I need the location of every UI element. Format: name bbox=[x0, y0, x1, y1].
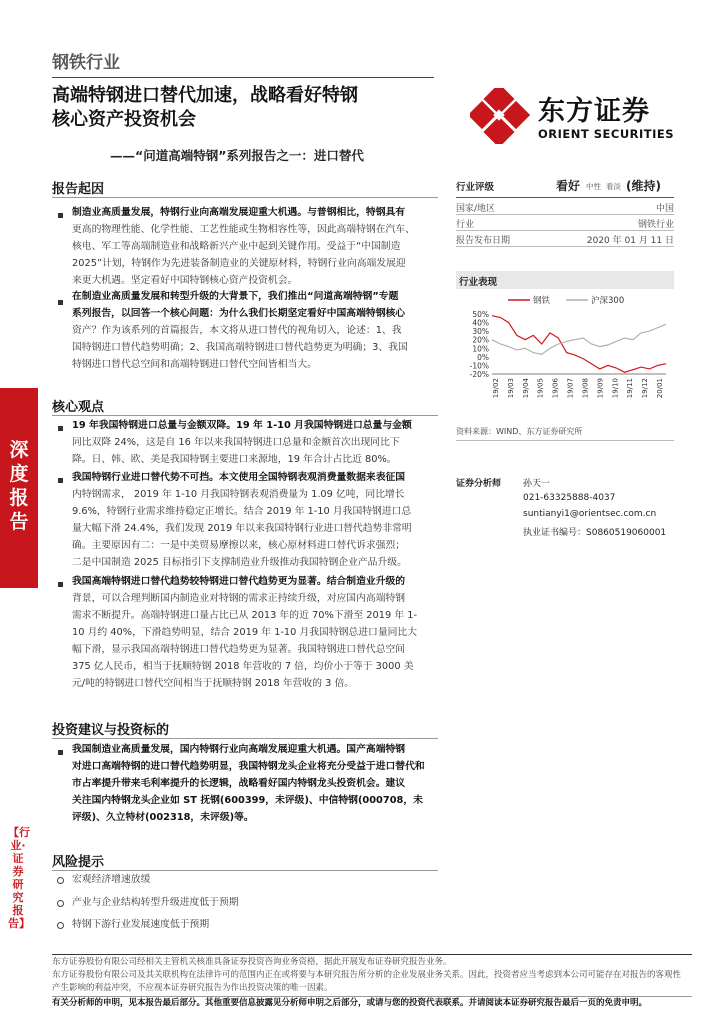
x-tick-label: 19/06 bbox=[551, 378, 560, 399]
rating-opt2: 中性 bbox=[586, 182, 601, 191]
risk-item: 宏观经济增速放缓 bbox=[72, 874, 151, 885]
x-tick-label: 19/12 bbox=[641, 378, 650, 399]
rating-label: 行业评级 bbox=[456, 182, 495, 193]
bullet-icon bbox=[58, 300, 63, 305]
title-line: 高端特钢进口替代加速，战略看好特钢 bbox=[52, 85, 358, 106]
performance-chart bbox=[456, 292, 674, 410]
legend-label: 钢铁 bbox=[533, 296, 551, 306]
x-tick-label: 19/11 bbox=[626, 378, 635, 399]
x-tick-label: 19/10 bbox=[611, 378, 620, 399]
info-divider bbox=[456, 230, 674, 231]
side-badge bbox=[0, 388, 38, 588]
x-tick-label: 19/09 bbox=[596, 378, 605, 399]
report-title bbox=[52, 84, 432, 132]
section-heading-core: 核心观点 bbox=[52, 400, 105, 415]
bullet-icon bbox=[58, 750, 63, 755]
origin-item-2: 在制造业高质量发展和转型升级的大背景下，我们推出“问道高端特钢”专题 系列报告，以回答一个核心问题：为什么我们长期坚定看好中国高端特钢核心 资产？作为该系列的首篇报告，本文将从进口替代的视角切入，论述：1、我 国特钢进口替代趋势明确；2、我国高端特钢进口替代趋势更为明确；3、我国 特钢进口替代总空间和高端特钢进口替代空间皆相当大。 bbox=[72, 291, 408, 370]
y-tick-label: 0% bbox=[477, 352, 489, 362]
analyst-phone: 021-63325888-4037 bbox=[523, 493, 616, 503]
rating-hold: (维持) bbox=[626, 179, 661, 193]
chart-divider bbox=[456, 440, 674, 441]
rating-opt3: 看淡 bbox=[606, 182, 621, 191]
info-divider bbox=[456, 246, 674, 247]
x-tick-label: 19/08 bbox=[581, 378, 590, 399]
core-item-3: 我国高端特钢进口替代趋势较特钢进口替代趋势更为显著。结合制造业升级的 背景，可以合理判断国内制造业对特钢的需求正持续升级，对应国内高端特钢 需求不断提升。高端特钢进口量占比已从 2013 年的近 70%下滑至 2019 年 1- 10 月约 40%，下滑趋势明显，结合 2019 年 1-10 月我国特钢总进口量同比大 幅下滑，显示我国高端特钢进口替代趋势更为显著。我国特钢进口替代总空间 375 亿人民币，相当于抚顺特钢 2018 年营收的 7 倍，均价小于等于 3000 美 元/吨的特钢进口替代空间相当于抚顺特钢 2018 年营收的 3 倍。 bbox=[72, 576, 418, 689]
bullet-icon bbox=[58, 426, 63, 431]
series-line-钢铁 bbox=[492, 316, 666, 373]
analyst-cert: 执业证书编号：S0860519060001 bbox=[523, 528, 667, 538]
x-tick-label: 19/07 bbox=[566, 378, 575, 399]
x-tick-label: 19/05 bbox=[536, 378, 545, 399]
x-tick-label: 20/01 bbox=[656, 378, 664, 399]
logo-cn: 东方证券 bbox=[538, 96, 650, 127]
section-rule bbox=[52, 415, 438, 416]
footer-note: 有关分析师的申明，见本报告最后部分。其他重要信息披露见分析师申明之后部分，或请与您的投资代表联系。并请阅读本证券研究报告最后一页的免责申明。 bbox=[52, 998, 648, 1008]
title-line: 核心资产投资机会 bbox=[52, 109, 196, 130]
report-subtitle: ——“问道高端特钢”系列报告之一：进口替代 bbox=[110, 148, 364, 163]
bullet-circle-icon bbox=[57, 900, 64, 907]
x-tick-label: 19/02 bbox=[492, 378, 500, 399]
legend-label: 沪深300 bbox=[591, 296, 625, 306]
section-rule bbox=[52, 738, 438, 739]
risk-item: 产业与企业结构转型升级进度低于预期 bbox=[72, 897, 239, 908]
bullet-icon bbox=[58, 582, 63, 587]
footer-rule bbox=[52, 954, 692, 955]
side-vertical-text: 【行业·证券研究报告】 bbox=[8, 826, 30, 930]
y-tick-label: 10% bbox=[472, 344, 489, 354]
orient-logo-icon bbox=[470, 88, 530, 144]
section-rule bbox=[52, 197, 438, 198]
origin-item-1: 制造业高质量发展，特钢行业向高端发展迎重大机遇。与普钢相比，特钢具有 更高的物理性能、化学性能、工艺性能或生物相容性等，因此高端特钢在汽车、 核电、军工等高端制造业和战略新兴产业中起到关键作用。受益于“中国制造 2025”计划，特钢作为先进装备制造业的关键原材料，特钢行业向高端发展迎 来更大机遇。坚定看好中国特钢核心资产投资机会。 bbox=[72, 207, 415, 286]
y-tick-label: 20% bbox=[472, 335, 489, 345]
chart-title: 行业表现 bbox=[459, 277, 498, 288]
footer-disclaimer: 东方证券股份有限公司经相关主管机关核准具备证券投资咨询业务资格，据此开展发布证券研究报告业务。 东方证券股份有限公司及其关联机构在法律许可的范围内正在或将要与本研究报告所分析的企业发展业务关系。因此，投资者应当考虑到本公司可能存在对报告的客观性 产生影响的利益冲突，不应视本证券研究报告为作出投资决策的唯一因素。 bbox=[52, 957, 682, 993]
chart-source: 资料来源：WIND、东方证券研究所 bbox=[456, 427, 583, 436]
side-badge-text: 深 度 报 告 bbox=[9, 439, 29, 533]
sector-label: 钢铁行业 bbox=[52, 53, 120, 73]
rating-current: 看好 bbox=[556, 179, 581, 193]
info-row: 国家/地区 中国 bbox=[456, 204, 674, 214]
y-tick-label: 30% bbox=[472, 327, 489, 337]
y-tick-label: 40% bbox=[472, 318, 489, 328]
bullet-circle-icon bbox=[57, 877, 64, 884]
chart-title-bar bbox=[456, 271, 674, 289]
invest-text: 我国制造业高质量发展，国内特钢行业向高端发展迎重大机遇。国产高端特钢 对进口高端特钢的进口替代趋势明显，我国特钢龙头企业将充分受益于进口替代和 市占率提升带来毛利率提升的长逻辑，战略看好国内特钢龙头投资机会。建议 关注国内特钢龙头企业如 ST 抚钢(600399，未评级)、中信特钢(000708，未 评级)、久立特材(002318，未评级)等。 bbox=[72, 744, 425, 823]
info-divider bbox=[456, 214, 674, 215]
rating-row bbox=[456, 177, 674, 197]
y-tick-label: 50% bbox=[472, 310, 489, 319]
series-line-沪深300 bbox=[492, 324, 666, 354]
section-heading-origin: 报告起因 bbox=[52, 182, 105, 197]
section-heading-risk: 风险提示 bbox=[52, 855, 105, 870]
bullet-icon bbox=[58, 213, 63, 218]
y-tick-label: -20% bbox=[469, 370, 489, 379]
analyst-name: 孙天一 bbox=[523, 479, 551, 489]
analyst-label: 证券分析师 bbox=[456, 479, 502, 489]
analyst-email[interactable]: suntianyi1@orientsec.com.cn bbox=[523, 509, 657, 519]
rating-rule bbox=[456, 197, 674, 198]
info-row: 报告发布日期 2020 年 01 月 11 日 bbox=[456, 236, 674, 246]
logo-en: ORIENT SECURITIES bbox=[538, 127, 675, 141]
x-tick-label: 19/04 bbox=[521, 378, 530, 399]
bullet-icon bbox=[58, 478, 63, 483]
risk-item: 特钢下游行业发展速度低于预期 bbox=[72, 919, 210, 930]
x-tick-label: 19/03 bbox=[506, 378, 515, 399]
bullet-circle-icon bbox=[57, 922, 64, 929]
core-item-2: 我国特钢行业进口替代势不可挡。本文使用全国特钢表观消费量数据来表征国 内特钢需求， 2019 年 1-10 月我国特钢表观消费量为 1.09 亿吨，同比增长 9.6%，特钢行业需求维持稳定正增长。结合 2019 年 1-10 月我国特钢进口总 量大幅下滑 24.4%，我们发现 2019 年以来我国特钢行业进口替代趋势非常明 确。主要原因有二：一是中美贸易摩擦以来，核心原材料进口替代诉求强烈； 二是中国制造 2025 目标指引下支撑制造业升级推动我国特钢企业产品升级。 bbox=[72, 472, 412, 568]
core-item-1: 19 年我国特钢进口总量与金额双降。19 年 1-10 月我国特钢进口总量与金额 同比双降 24%，这是自 16 年以来我国特钢进口总量和金额首次出现同比下 降。日、韩、欧、美是我国特钢主要进口来源地，19 年合计占比近 80%。 bbox=[72, 420, 412, 465]
y-tick-label: -10% bbox=[469, 361, 489, 371]
title-rule bbox=[52, 77, 434, 78]
info-row: 行业 钢铁行业 bbox=[456, 220, 674, 230]
section-heading-invest: 投资建议与投资标的 bbox=[52, 723, 170, 738]
